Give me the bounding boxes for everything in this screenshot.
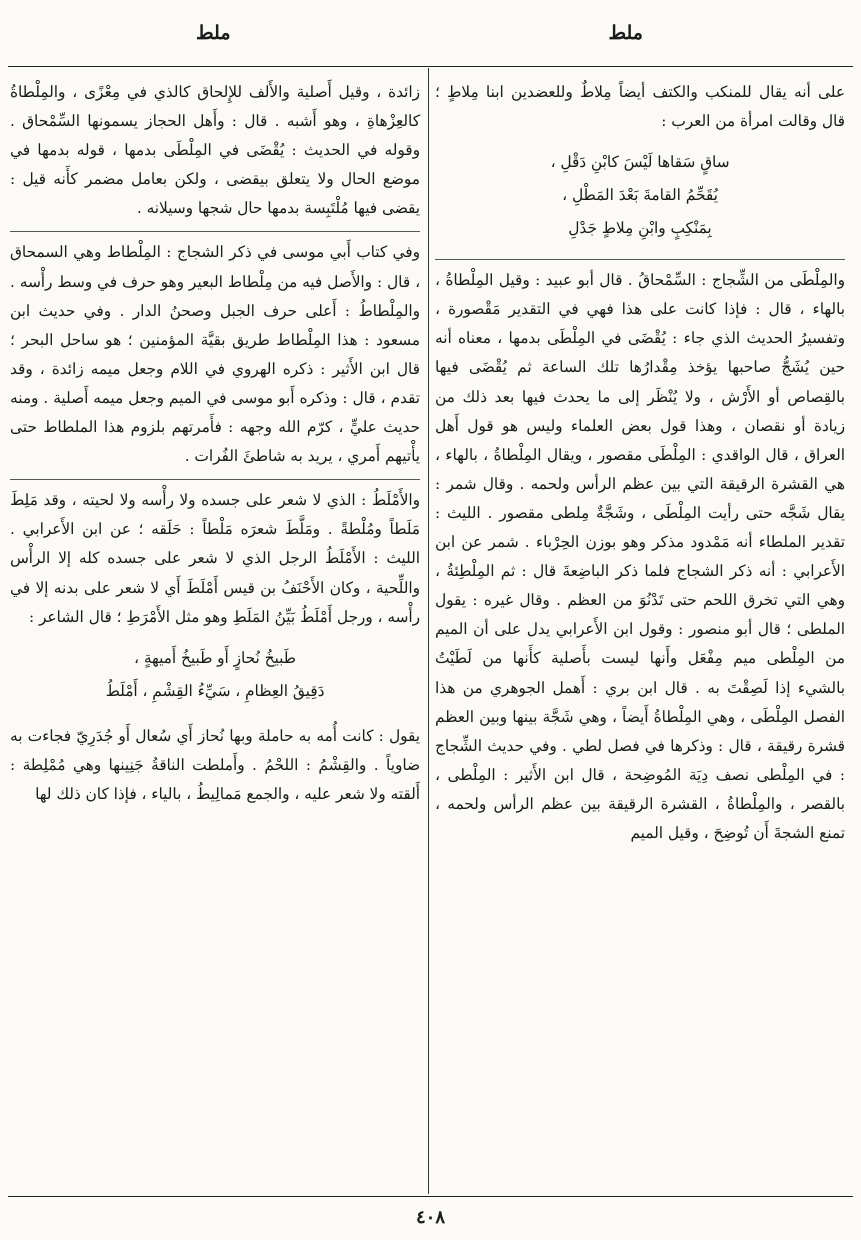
- header-word-right: ملط: [608, 22, 643, 44]
- paragraph-separator: [10, 479, 420, 480]
- verse-line: طَبيخُ نُحازٍ أَو طَبيخُ أَميهةٍ ،: [134, 648, 296, 667]
- intro-text: على أنه يقال للمنكب والكتف أيضاً مِلاطٌ وللعضدين ابنا مِلاطٍ ؛ قال وقالت امرأة من العرب :: [435, 83, 845, 131]
- page-number: ٤٠٨: [415, 1207, 445, 1228]
- entry-paragraph: والأَمْلَطُ : الذي لا شعر على جسده ولا رأْسه ولا لحيته ، وقد مَلِطَ مَلَطاً ومُلْطةً . ومَلَّطَ شعرَه مَلْطاً : حَلَقه ؛ عن ابن الأَعرابي . الليث : الأَمْلَطُ الرجل الذي لا شعر على جسده كله إلا الرأْس واللِّحية ، وكان الأَحْنَفُ بن قيس أَمْلَطَ أَي لا شعر على بدنه إلا في رأْسه ، ورجل أَمْلَطُ بَيِّنُ المَلَطِ وهو مثل الأَمْرَطِ ؛ قال الشاعر :: [10, 491, 420, 626]
- entry-paragraph: والمِلْطَى من الشِّجاج : السِّمْحاقُ . قال أبو عبيد : وقيل المِلْطاةُ ، بالهاء ، قال : فإذا كانت على هذا فهي في التقدير مَقْصورة ، وتفسيرُ الحديث الذي جاء : يُقْضَى في المِلْطَى بدمها ، معناه أنه حين يُشَجُّ صاحبها يؤخذ مِقْدارُها تلك الساعة ثم يُقْضَى فيها بالقِصاص أو الأَرْش ، ولا يُنْظَر إلى ما يحدث فيها بعد ذلك من زيادة أو نقصان ، وهذا قول بعض العلماء وليس هو قول أَهل العراق ، قال الواقدي : المِلْطَى مقصور ، ويقال المِلْطاةُ ، بالهاء ، هي القشرة الرقيقة التي بين عظم الرأس ولحمه . وقال شمر : يقال شَجَّه حتى رأيت المِلْطَى ، وشَجَّةٌ مِلطى مقصور . الليث : تقدير الملطاء أنه مَمْدود مذكر وهو بوزن الحِرْباء . شمر عن ابن الأَعرابي : أنه ذكر الشجاج فلما ذكر الباضِعةَ قال : ثم المِلْطِئةُ ، وهي التي تخرق اللحم حتى تَدْنُوَ من العظم . وقال غيره : يقول الملطى ؛ قال أبو منصور : وقول ابن الأَعرابي يدل على أن الميم من المِلْطى ميم مِفْعَل وأَنها ليست بأَصلية كأَنها من لَطَيْتُ بالشيء إذا لَصِقْتَ به . قال ابن بري : أَهمل الجوهري من هذا الفصل المِلْطَى ، وهي المِلْطاةُ أَيضاً ، وهي شَجَّة بينها وبين العظم قشرة رقيقة ، قال : وذكرها في فصل لطي . وفي حديث الشِّجاج : في المِلْطى نصف دِيَة المُوضِحة ، قال ابن الأَثير : المِلْطى ، بالقصر ، والمِلْطاةُ ، القشرة الرقيقة بين عظم الرأس ولحمه ، تمنع الشجةَ أَن تُوضِحَ ، وقيل الميم: [435, 271, 845, 842]
- right-column: [435, 78, 845, 848]
- verse-separator: [435, 259, 845, 260]
- verse-line: ساقٍ سَقاها لَيْسَ كابْنِ دَقْلِ ،: [550, 153, 730, 172]
- verse-line: دَقِيقُ العِظامِ ، سَيِّءُ القِشْمِ ، أَمْلَطُ: [105, 681, 325, 700]
- entry-paragraph: يقول : كانت أُمه به حاملة وبها نُحاز أَي سُعال أَو جُدَرِيّ فجاءت به ضاوياً . والقِشْمُ : اللحْمُ . وأَملطت الناقةُ جَنِينها وهي مُمْلِطة : أَلقته ولا شعر عليه ، والجمع مَمالِيطُ ، بالياء ، فإذا كان ذلك لها: [10, 726, 420, 803]
- verse-block-left: [10, 642, 420, 708]
- page-header: [0, 22, 861, 52]
- column-divider: [428, 68, 429, 1194]
- paragraph-separator: [10, 231, 420, 232]
- entry-paragraph: وفي كتاب أَبي موسى في ذكر الشجاج : المِلْطاط وهي السمحاق ، قال : والأَصل فيه من مِلْطاط البعير وهو حرف في وسط رأْسه . والمِلْطاطُ : أَعلى حرف الجبل وصحنُ الدار . وفي حديث ابن مسعود : هذا المِلْطاط طريق بقيَّة المؤمنين ؛ هو ساحل البحر ؛ قال ابن الأَثير : ذكره الهروي في اللام وجعل ميمه زائدة ، وقد تقدم ، قال : وذكره أَبو موسى في الميم وجعل ميمه أَصلية . ومنه حديث عليٍّ ، كرّم الله وجهه : فأَمرتهم بلزوم هذا الملطاط حتى يأْتيهم أَمري ، يريد به شاطئَ الفُرات .: [10, 243, 420, 466]
- verse-line: يُقَحِّمُ القامةَ بَعْدَ المَطْلِ ،: [562, 186, 718, 205]
- bottom-rule: [8, 1196, 853, 1197]
- verse-line: بِمَنْكِبٍ وابْنِ مِلاطٍ جَدْلِ: [568, 219, 712, 238]
- left-column: [10, 78, 420, 809]
- verse-block-right: [435, 146, 845, 245]
- top-rule: [8, 66, 853, 67]
- header-word-left: ملط: [196, 22, 231, 44]
- entry-paragraph: زائدة ، وقيل أَصلية والأَلف للإِلحاق كالذي في مِعْزًى ، والمِلْطاةُ كالعِزْهاةِ ، وهو أَشبه . قال : وأَهل الحجاز يسمونها السِّمْحاق . وقوله في الحديث : يُقْضَى في المِلْطَى بدمها ، قوله بدمها في موضع الحال ولا يتعلق بيقضى ، ولكن بعامل مضمر كأَنه قيل : يقضى فيها مُلْتَبِسة بدمها حال شجها وسيلانه .: [10, 83, 420, 218]
